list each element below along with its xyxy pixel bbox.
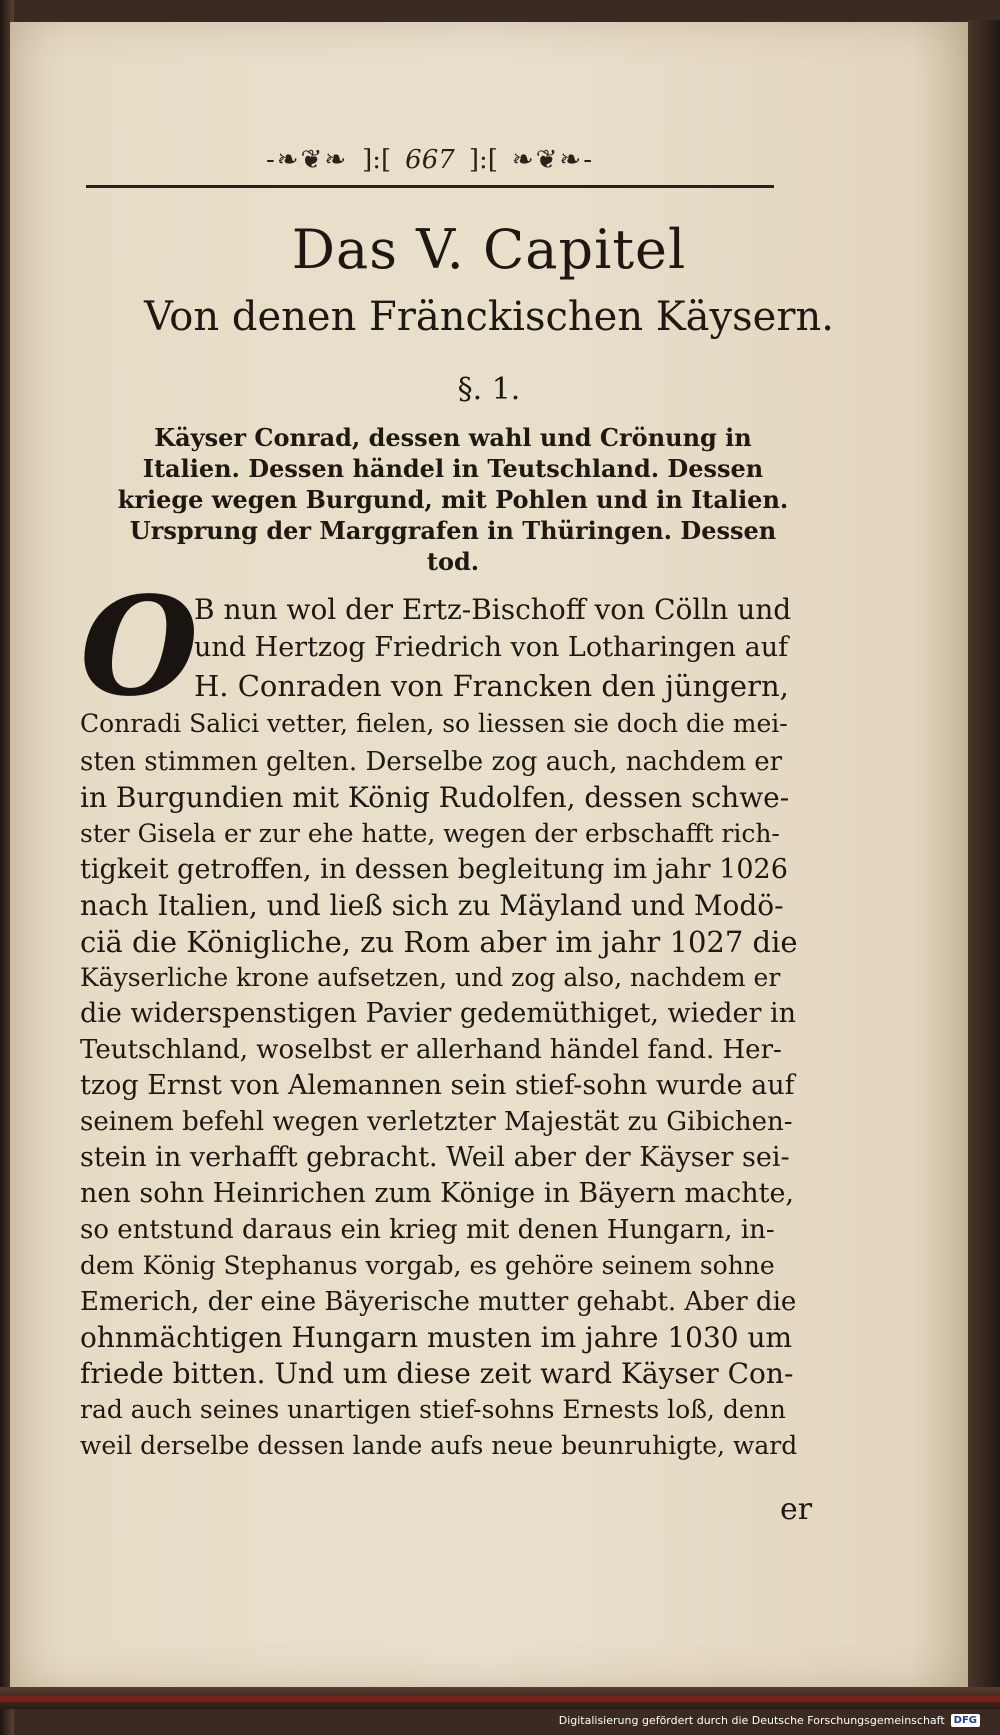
body-line: H. Conraden von Francken den jüngern, [194,669,789,703]
catchword: er [780,1492,813,1527]
body-line: rad auch seines unartigen stief-sohns Ernests loß, denn [80,1395,786,1424]
drop-cap: O [80,567,199,727]
dfg-logo: DFG [951,1714,980,1727]
ornament-left: -❧❦❧ [265,145,349,175]
section-summary: Käyser Conrad, dessen wahl und Crönung in Italien. Dessen händel in Teutschland. Dessen kriege wegen Burgund, mit Pohlen und in Italien. Ursprung der Marggrafen in Thüringen. Dessen tod. [117,423,789,576]
body-line: und Hertzog Friedrich von Lotharingen auf [194,632,789,663]
header-rule [86,185,774,188]
body-line: B nun wol der Ertz-Bischoff von Cölln und [194,593,792,626]
body-line: Conradi Salici vetter, fielen, so liessen sie doch die mei- [80,709,788,738]
chapter-subtitle: Von denen Fränckischen Käysern. [144,294,834,340]
body-line: in Burgundien mit König Rudolfen, dessen schwe- [80,781,790,814]
body-line: ster Gisela er zur ehe hatte, wegen der erbschafft rich- [80,819,780,848]
body-line: stein in verhafft gebracht. Weil aber der Käyser sei- [80,1142,790,1173]
body-line: Käyserliche krone aufsetzen, und zog also, nachdem er [80,963,781,992]
footer-text: Digitalisierung gefördert durch die Deutsche Forschungsgemeinschaft [558,1713,945,1727]
digitization-footer [559,1711,980,1729]
body-line: nen sohn Heinrichen zum Könige in Bäyern machte, [80,1178,795,1209]
body-line: seinem befehl wegen verletzter Majestät zu Gibichen- [80,1107,793,1137]
bracket-left: ]:[ [362,145,392,175]
body-line: ciä die Königliche, zu Rom aber im jahr 1027 die [80,925,798,959]
body-line: sten stimmen gelten. Derselbe zog auch, nachdem er [80,747,783,777]
body-line: ohnmächtigen Hungarn musten im jahre 1030 um [80,1321,793,1354]
body-line: weil derselbe dessen lande aufs neue beunruhigte, ward [80,1431,798,1460]
ornament-right: ❧❦❧- [511,145,594,175]
body-line: dem König Stephanus vorgab, es gehöre seinem sohne [80,1251,775,1280]
chapter-title: Das V. Capitel [291,218,687,281]
body-line: tzog Ernst von Alemannen sein stief-sohn wurde auf [80,1070,795,1101]
body-line: so entstund daraus ein krieg mit denen Hungarn, in- [80,1215,775,1245]
body-line: friede bitten. Und um diese zeit ward Käyser Con- [80,1357,794,1390]
body-line: die widerspenstigen Pavier gedemüthiget, wieder in [80,998,797,1029]
binding-strip [0,1696,1000,1702]
body-line: Teutschland, woselbst er allerhand händel fand. Her- [80,1035,782,1065]
page-number: 667 [405,145,455,175]
body-line: tigkeit getroffen, in dessen begleitung im jahr 1026 [80,854,788,885]
body-line: nach Italien, und ließ sich zu Mäyland und Modö- [80,889,784,922]
section-number: §. 1. [457,372,521,407]
running-header [250,140,610,180]
book-edge-right [968,20,1000,1690]
book-page [10,22,968,1687]
body-line: Emerich, der eine Bäyerische mutter gehabt. Aber die [80,1287,797,1317]
bracket-right: ]:[ [468,145,498,175]
